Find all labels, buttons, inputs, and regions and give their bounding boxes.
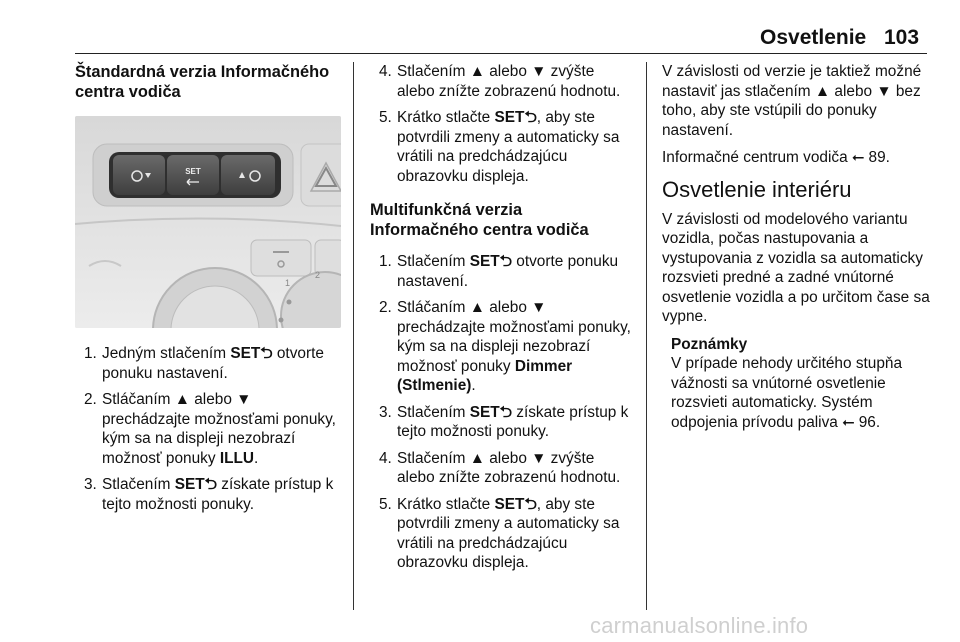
note-text: V prípade nehody určitého stupňa vážnosti sa vnútorné osvetlenie rozsvieti automaticky. Systém odpojenia prívodu paliva ⭠ 96.	[671, 355, 903, 431]
page-number: 103	[884, 26, 920, 49]
steps-list-standard	[75, 344, 341, 514]
list-item: 2. Stláčaním ▲ alebo ▼ prechádzajte možnosťami ponuky, kým sa na displeji nezobrazí možnosť ponuky ILLU.	[84, 391, 336, 467]
paragraph-brightness: V závislosti od verzie je taktiež možné nastaviť jas stlačením ▲ alebo ▼ bez toho, aby ste vstúpili do ponuky nastavení.	[662, 63, 922, 139]
list-item: 3. Stlačením SET⮌ získate prístup k tejto možnosti ponuky.	[379, 403, 629, 440]
paragraph-reference: Informačné centrum vodiča ⭠ 89.	[662, 149, 890, 166]
list-item: 1. Stlačením SET⮌ otvorte ponuku nastavení.	[379, 253, 619, 290]
recirculation-button	[251, 240, 311, 276]
button-brightness-down	[113, 155, 165, 195]
column-divider-2	[646, 62, 647, 610]
set-button-label: SET	[185, 167, 201, 176]
list-item: 3. Stlačením SET⮌ získate prístup k tejto možnosti ponuky.	[84, 476, 334, 513]
dashboard-illustration	[75, 116, 341, 328]
set-return-icon: ⮌	[204, 476, 217, 493]
section-heading-multifunction: Multifunkčná verzia Informačného centra vodiča	[370, 201, 589, 239]
watermark: carmanualsonline.info	[590, 613, 809, 638]
set-return-icon: ⮌	[524, 109, 537, 126]
section-heading-interior: Osvetlenie interiéru	[662, 176, 852, 202]
svg-text:1: 1	[285, 278, 291, 288]
column-1	[75, 62, 341, 521]
paragraph-interior: V závislosti od modelového variantu vozidla, počas nastupovania a vystupovania z vozidla sa automaticky rozsvieti predné a zadné vnútorné osvetlenie vozidla a po určitom čase sa vypne.	[662, 210, 930, 325]
list-item: 5. Krátko stlačte SET⮌, aby ste potvrdili zmeny a automaticky sa vrátili na predchádzajúcu obrazovku displeja.	[379, 109, 620, 185]
list-item: 2. Stláčaním ▲ alebo ▼ prechádzajte možnosťami ponuky, kým sa na displeji nezobrazí možnosť ponuky Dimmer (Stlmenie).	[379, 299, 631, 394]
dashboard-buttons-figure	[75, 116, 341, 328]
running-header-title: Osvetlenie	[760, 26, 867, 49]
header-rule	[75, 53, 927, 54]
column-2	[370, 62, 632, 580]
list-item: 4. Stlačením ▲ alebo ▼ zvýšte alebo znížte zobrazenú hodnotu.	[379, 449, 621, 486]
list-item: 1. Jedným stlačením SET⮌ otvorte ponuku nastavení.	[84, 345, 324, 382]
steps-list-multifunction	[370, 252, 632, 573]
section-heading-standard: Štandardná verzia Informačného centra vodiča	[75, 63, 330, 101]
button-brightness-up	[221, 155, 275, 195]
note-box	[671, 335, 930, 433]
set-return-icon: ⮌	[524, 495, 537, 513]
set-return-icon: ⮌	[499, 403, 512, 421]
set-return-icon: ⮌	[260, 345, 273, 362]
svg-text:2: 2	[315, 270, 321, 280]
list-item: 5. Krátko stlačte SET⮌, aby ste potvrdili zmeny a automaticky sa vrátili na predchádzajúcu obrazovku displeja.	[379, 495, 620, 571]
list-item: 4. Stlačením ▲ alebo ▼ zvýšte alebo znížte zobrazenú hodnotu.	[379, 63, 621, 100]
note-title: Poznámky	[671, 335, 748, 353]
page-reference-icon: ⭠	[851, 149, 865, 166]
column-divider-1	[353, 62, 354, 610]
page-reference-icon: ⭠	[842, 413, 855, 431]
steps-list-standard-cont	[370, 62, 632, 186]
set-return-icon: ⮌	[499, 253, 512, 270]
column-3	[662, 62, 930, 432]
